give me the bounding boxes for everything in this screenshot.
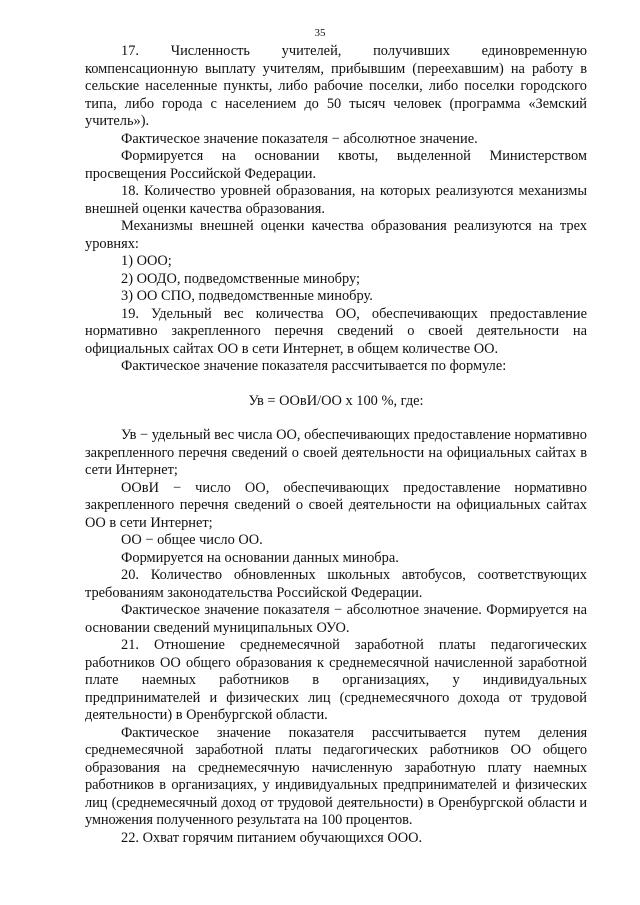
paragraph-item-19-source: Формируется на основании данных минобра. — [121, 549, 399, 566]
list-item-level-2: 2) ООДО, подведомственные минобру; — [121, 270, 360, 287]
definition-uv: Ув − удельный вес числа ОО, обеспечивающих предоставление нормативно закрепленного перечня сведений о своей деятельности на официальных сайтах в сети Интернет; — [85, 427, 587, 478]
paragraph-item-17-source: Формируется на основании квоты, выделенной Министерством просвещения Российской Федерации. — [85, 148, 587, 182]
paragraph-item-21-calculation: Фактическое значение показателя рассчитывается путем деления среднемесячной заработной платы педагогических работников ОО общего образования на среднемесячную начисленную заработную плату наемных работников в организациях, у индивидуальных предпринимателей и физических лиц (среднемесячный доход от трудовой деятельности) в Оренбургской области и умножения полученного результата на 100 процентов. — [85, 724, 587, 828]
paragraph-item-20: 20. Количество обновленных школьных автобусов, соответствующих требованиям законодательства Российской Федерации. — [85, 567, 587, 601]
document-body — [85, 43, 587, 847]
paragraph-item-19: 19. Удельный вес количества ОО, обеспечивающих предоставление нормативно закрепленного перечня сведений о своей деятельности на официальных сайтах ОО в сети Интернет, в общем количестве ОО. — [85, 305, 587, 357]
paragraph-item-20-value: Фактическое значение показателя − абсолютное значение. Формируется на основании сведений муниципальных ОУО. — [85, 602, 587, 636]
definition-oo: ОО − общее число ОО. — [121, 532, 263, 548]
list-item-level-1: 1) ООО; — [121, 253, 172, 269]
paragraph-formula-intro: Фактическое значение показателя рассчитывается по формуле: — [121, 358, 507, 374]
paragraph-item-17: 17. Численность учителей, получивших единовременную компенсационную выплату учителям, прибывшим (переехавшим) на работу в сельские населенные пункты, либо рабочие поселки, либо поселки городского типа, либо города с населением до 50 тысяч человек (программа «Земский учитель»). — [85, 43, 587, 129]
list-item-level-3: 3) ОО СПО, подведомственные минобру. — [121, 288, 373, 304]
paragraph-item-22: 22. Охват горячим питанием обучающихся ООО. — [121, 829, 423, 846]
paragraph-item-18-levels: Механизмы внешней оценки качества образования реализуются на трех уровнях: — [85, 218, 587, 252]
formula: Ув = ООвИ/ОО х 100 %, где: — [248, 392, 424, 409]
paragraph-item-21: 21. Отношение среднемесячной заработной платы педагогических работников ОО общего образования к среднемесячной начисленной заработной плате наемных работников в организациях, у индивидуальных предпринимателей и физических лиц (среднемесячного дохода от трудовой деятельности) в Оренбургской области. — [85, 637, 587, 723]
paragraph-item-17-value: Фактическое значение показателя − абсолютное значение. — [121, 130, 478, 147]
page-number: 35 — [314, 27, 326, 39]
paragraph-item-18: 18. Количество уровней образования, на которых реализуются механизмы внешней оценки качества образования. — [85, 183, 587, 217]
definition-oovi: ООвИ − число ОО, обеспечивающих предоставление нормативно закрепленного перечня сведений о своей деятельности на официальных сайтах ОО в сети Интернет; — [85, 479, 587, 531]
